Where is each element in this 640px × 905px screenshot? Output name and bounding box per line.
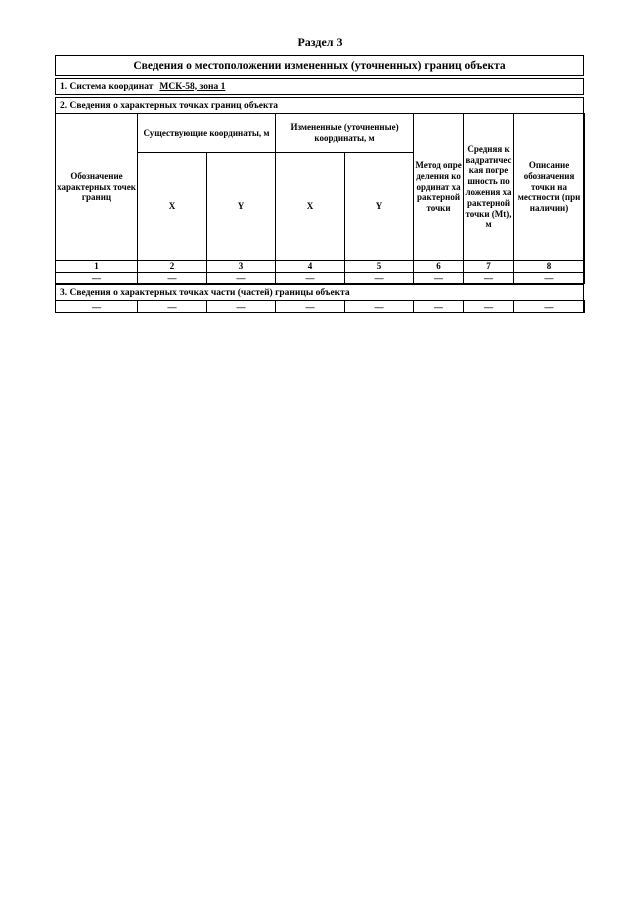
header-changed-coords: Измененные (уточненные) координаты, м	[276, 114, 414, 153]
part2-title: 2. Сведения о характерных точках границ объекта	[55, 97, 584, 114]
column-number: 8	[514, 261, 585, 273]
document-title: Сведения о местоположении измененных (уточненных) границ объекта	[55, 55, 584, 76]
document-frame	[55, 55, 584, 313]
table-cell: —	[207, 301, 276, 313]
points-table	[55, 113, 585, 284]
header-existing-y: Y	[207, 153, 276, 261]
header-rmse: Средняя квадратическая погрешность положения характерной точки (Mt), м	[464, 114, 514, 261]
header-changed-x: X	[276, 153, 345, 261]
header-existing-coords: Существующие координаты, м	[138, 114, 276, 153]
table-cell: —	[207, 273, 276, 284]
section-title: Раздел 3	[297, 35, 343, 49]
table-cell: —	[464, 273, 514, 284]
table-cell: —	[414, 301, 464, 313]
table-cell: —	[514, 301, 585, 313]
header-existing-x: X	[138, 153, 207, 261]
table-cell: —	[276, 273, 345, 284]
table-cell: —	[56, 301, 138, 313]
header-point-designation: Обозначение характерных точек границ	[56, 114, 138, 261]
table-cell: —	[138, 273, 207, 284]
header-method: Метод определения координат характерной точки	[414, 114, 464, 261]
column-numbers-row	[56, 261, 585, 273]
column-number: 7	[464, 261, 514, 273]
table-cell: —	[414, 273, 464, 284]
part3-title: 3. Сведения о характерных точках части (частей) границы объекта	[55, 284, 584, 301]
table-cell: —	[276, 301, 345, 313]
table-cell: —	[345, 301, 414, 313]
column-number: 3	[207, 261, 276, 273]
table-cell: —	[56, 273, 138, 284]
table-cell: —	[464, 301, 514, 313]
table-row	[56, 301, 585, 313]
column-number: 2	[138, 261, 207, 273]
coordinate-system-value: МСК-58, зона 1	[159, 81, 226, 92]
coordinate-system-row	[55, 78, 584, 95]
column-number: 4	[276, 261, 345, 273]
table-row	[56, 273, 585, 284]
table-cell: —	[514, 273, 585, 284]
table-cell: —	[138, 301, 207, 313]
table-cell: —	[345, 273, 414, 284]
header-description: Описание обозначения точки на местности (при наличии)	[514, 114, 585, 261]
column-number: 5	[345, 261, 414, 273]
coordinate-system-label: 1. Система координат	[60, 81, 154, 92]
column-number: 6	[414, 261, 464, 273]
column-number: 1	[56, 261, 138, 273]
header-changed-y: Y	[345, 153, 414, 261]
parts-table	[55, 300, 585, 313]
